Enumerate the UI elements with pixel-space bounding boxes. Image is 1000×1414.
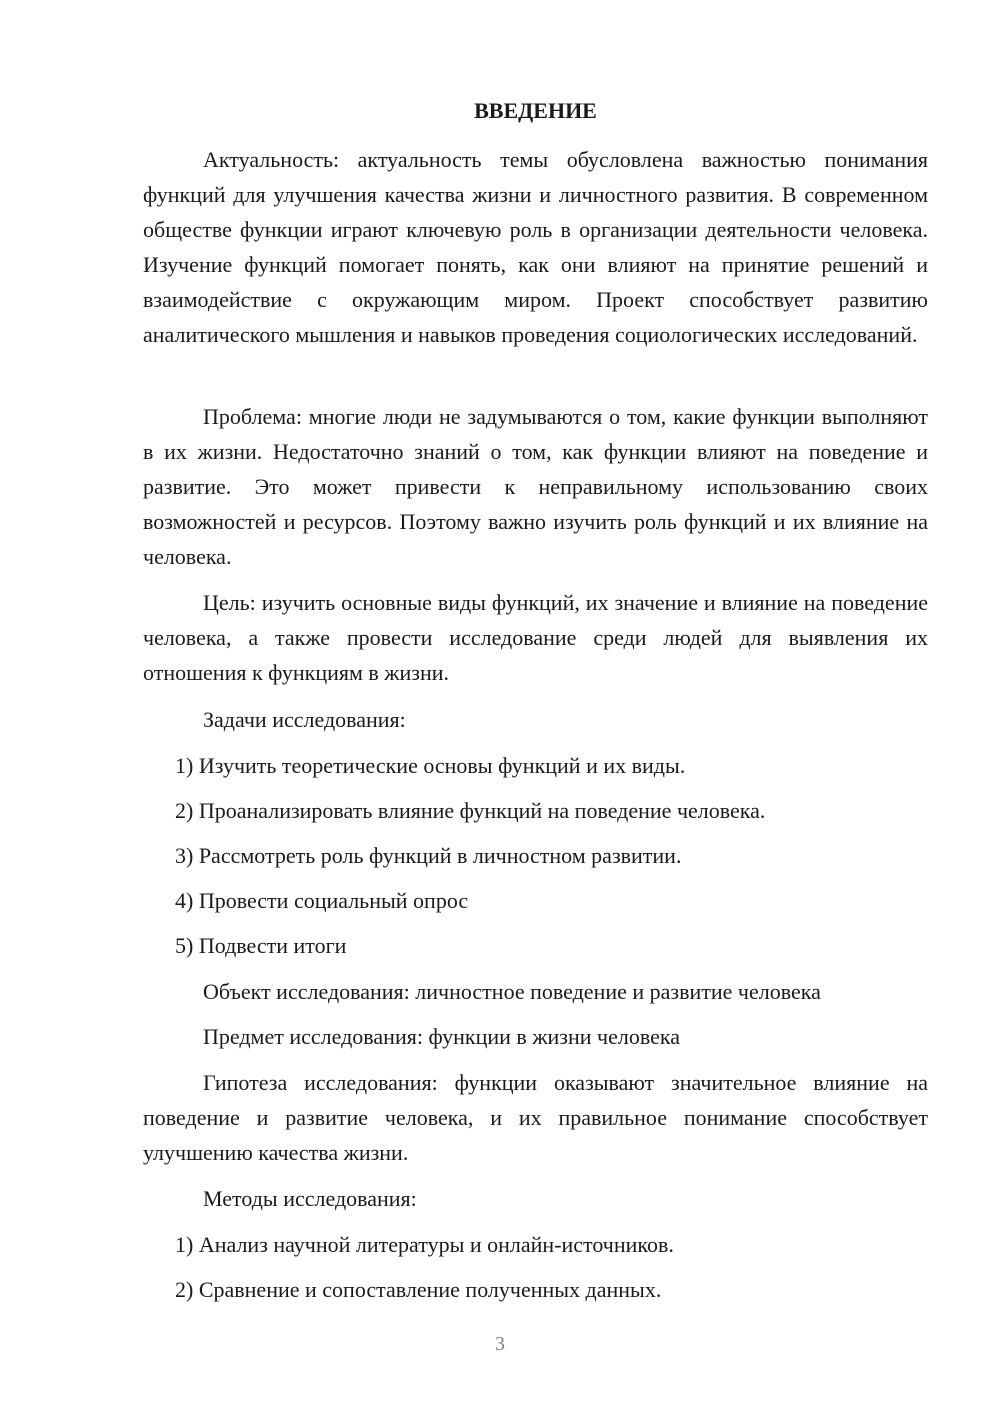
hypothesis-paragraph: Гипотеза исследования: функции оказывают значительное влияние на поведение и развитие человека, и их правильное понимание способствует улучшению качества жизни.: [143, 1070, 928, 1165]
object-line: Объект исследования: личностное поведение и развитие человека: [203, 979, 821, 1004]
task-item: 5) Подвести итоги: [175, 933, 347, 958]
section-heading: ВВЕДЕНИЕ: [474, 98, 597, 123]
goal-paragraph: Цель: изучить основные виды функций, их значение и влияние на поведение человека, а также провести исследование среди людей для выявления их отношения к функциям в жизни.: [143, 590, 928, 685]
method-item: 2) Сравнение и сопоставление полученных данных.: [175, 1277, 662, 1302]
methods-title: Методы исследования:: [203, 1186, 417, 1211]
problem-paragraph: Проблема: многие люди не задумываются о том, какие функции выполняют в их жизни. Недостаточно знаний о том, как функции влияют на поведение и развитие. Это может привести к неправильному использованию своих возможностей и ресурсов. Поэтому важно изучить роль функций и их влияние на человека.: [143, 404, 928, 569]
task-item: 3) Рассмотреть роль функций в личностном развитии.: [175, 843, 682, 868]
method-item: 1) Анализ научной литературы и онлайн-источников.: [175, 1232, 674, 1257]
task-item: 4) Провести социальный опрос: [175, 888, 469, 913]
tasks-title: Задачи исследования:: [203, 707, 406, 732]
task-item: 2) Проанализировать влияние функций на поведение человека.: [175, 798, 766, 823]
relevance-paragraph: Актуальность: актуальность темы обусловлена важностью понимания функций для улучшения качества жизни и личностного развития. В современном обществе функции играют ключевую роль в организации деятельности человека. Изучение функций помогает понять, как они влияют на принятие решений и взаимодействие с окружающим миром. Проект способствует развитию аналитического мышления и навыков проведения социологических исследований.: [143, 147, 928, 347]
page-number: 3: [495, 1333, 505, 1355]
subject-line: Предмет исследования: функции в жизни человека: [203, 1024, 680, 1049]
task-item: 1) Изучить теоретические основы функций и их виды.: [175, 753, 686, 778]
